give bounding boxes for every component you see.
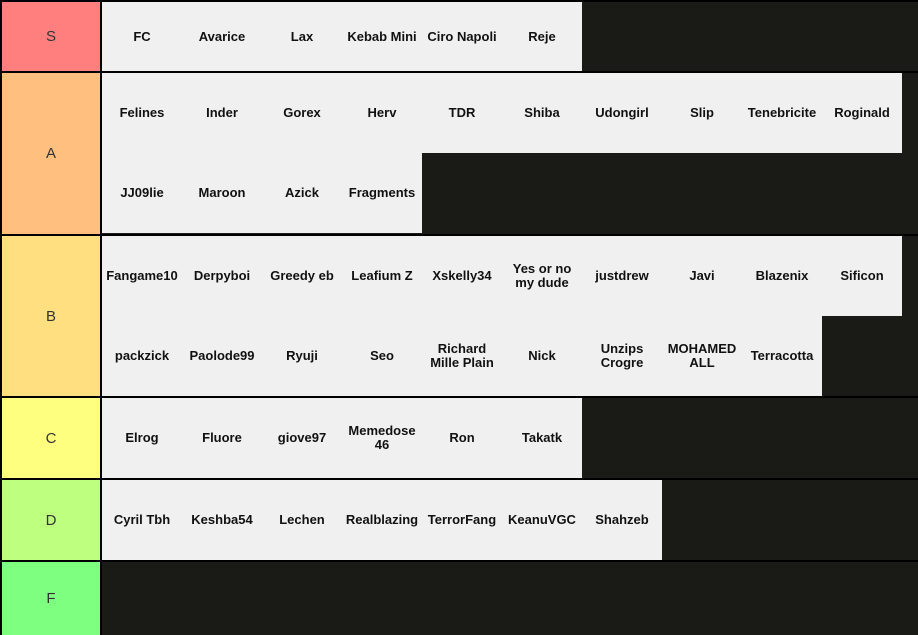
- tier-item[interactable]: TerrorFang: [422, 480, 502, 560]
- tier-item[interactable]: Cyril Tbh: [102, 480, 182, 560]
- tier-item[interactable]: Greedy eb: [262, 236, 342, 316]
- tier-item[interactable]: Blazenix: [742, 236, 822, 316]
- tier-item[interactable]: Sificon: [822, 236, 902, 316]
- tier-item[interactable]: MOHAMED ALL: [662, 316, 742, 396]
- tier-row-f: [0, 560, 918, 635]
- tier-items-s[interactable]: [102, 2, 918, 71]
- tier-item[interactable]: KeanuVGC: [502, 480, 582, 560]
- tier-label-d[interactable]: D: [0, 480, 102, 560]
- tier-item[interactable]: Herv: [342, 73, 422, 153]
- tier-item[interactable]: Felines: [102, 73, 182, 153]
- tier-label-a[interactable]: A: [0, 73, 102, 234]
- tier-items-b[interactable]: [102, 236, 918, 396]
- tier-label-c[interactable]: C: [0, 398, 102, 478]
- tier-item[interactable]: Elrog: [102, 398, 182, 478]
- tier-item[interactable]: Javi: [662, 236, 742, 316]
- tier-item[interactable]: Fangame10: [102, 236, 182, 316]
- tier-item[interactable]: Avarice: [182, 2, 262, 71]
- tier-item[interactable]: Memedose 46: [342, 398, 422, 478]
- tier-item[interactable]: Realblazing: [342, 480, 422, 560]
- tier-item[interactable]: Lax: [262, 2, 342, 71]
- tier-item[interactable]: Takatk: [502, 398, 582, 478]
- tier-label-f[interactable]: F: [0, 562, 102, 635]
- tier-item[interactable]: Slip: [662, 73, 742, 153]
- tier-item[interactable]: Tenebricite: [742, 73, 822, 153]
- tier-row-b: [0, 234, 918, 396]
- tier-item[interactable]: Gorex: [262, 73, 342, 153]
- tier-item[interactable]: Roginald: [822, 73, 902, 153]
- tier-item[interactable]: Shiba: [502, 73, 582, 153]
- tier-items-f[interactable]: [102, 562, 918, 635]
- tier-items-d[interactable]: [102, 480, 918, 560]
- tier-item[interactable]: Yes or no my dude: [502, 236, 582, 316]
- tier-item[interactable]: Xskelly34: [422, 236, 502, 316]
- tier-row-c: [0, 396, 918, 478]
- tier-row-d: [0, 478, 918, 560]
- tier-item[interactable]: Paolode99: [182, 316, 262, 396]
- tier-item[interactable]: JJ09lie: [102, 153, 182, 233]
- tier-items-a[interactable]: [102, 73, 918, 234]
- tier-item[interactable]: Leafium Z: [342, 236, 422, 316]
- tier-item[interactable]: FC: [102, 2, 182, 71]
- tier-item[interactable]: Azick: [262, 153, 342, 233]
- tier-item[interactable]: justdrew: [582, 236, 662, 316]
- tier-item[interactable]: Inder: [182, 73, 262, 153]
- tier-item[interactable]: Maroon: [182, 153, 262, 233]
- tier-item[interactable]: Richard Mille Plain: [422, 316, 502, 396]
- tier-item[interactable]: Lechen: [262, 480, 342, 560]
- tier-item[interactable]: TDR: [422, 73, 502, 153]
- tier-row-a: [0, 71, 918, 234]
- tier-item[interactable]: Reje: [502, 2, 582, 71]
- tier-item[interactable]: Kebab Mini: [342, 2, 422, 71]
- tier-item[interactable]: Fragments: [342, 153, 422, 233]
- tier-item[interactable]: Unzips Crogre: [582, 316, 662, 396]
- tier-item[interactable]: Udongirl: [582, 73, 662, 153]
- tier-item[interactable]: Ron: [422, 398, 502, 478]
- tier-item[interactable]: Shahzeb: [582, 480, 662, 560]
- tier-items-c[interactable]: [102, 398, 918, 478]
- tier-item[interactable]: Terracotta: [742, 316, 822, 396]
- tier-item[interactable]: Ciro Napoli: [422, 2, 502, 71]
- tier-item[interactable]: Keshba54: [182, 480, 262, 560]
- tier-item[interactable]: Derpyboi: [182, 236, 262, 316]
- tier-label-b[interactable]: B: [0, 236, 102, 396]
- tier-item[interactable]: giove97: [262, 398, 342, 478]
- tier-label-s[interactable]: S: [0, 2, 102, 71]
- tier-row-s: [0, 0, 918, 71]
- tier-item[interactable]: packzick: [102, 316, 182, 396]
- tier-item[interactable]: Seo: [342, 316, 422, 396]
- tier-item[interactable]: Fluore: [182, 398, 262, 478]
- tier-item[interactable]: Ryuji: [262, 316, 342, 396]
- tier-item[interactable]: Nick: [502, 316, 582, 396]
